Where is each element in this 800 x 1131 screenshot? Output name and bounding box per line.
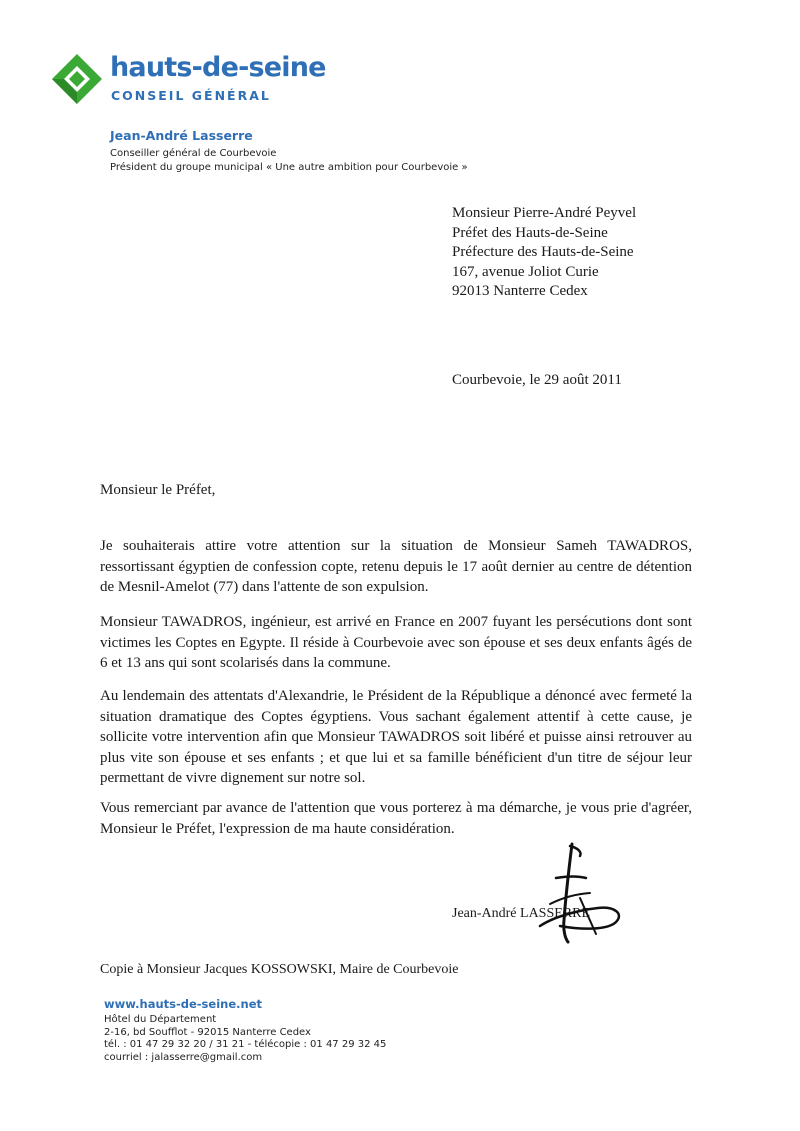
recipient-address	[452, 204, 636, 302]
brand-name: hauts-de-seine	[110, 52, 326, 83]
recipient-line: 167, avenue Joliot Curie	[452, 263, 599, 280]
signatory-name: Jean-André LASSERRE	[452, 906, 591, 921]
body-paragraph: Monsieur TAWADROS, ingénieur, est arrivé en France en 2007 fuyant les persécutions dont sont victimes les Coptes en Egypte. Il réside à Courbevoie avec son épouse et ses deux enfants âgés de 6 et 13 ans qui sont scolarisés dans la commune.	[100, 614, 692, 671]
body-paragraph: Au lendemain des attentats d'Alexandrie, le Président de la République a dénoncé avec fermeté la situation dramatique des Coptes égyptiens. Vous sachant également attentif à cette cause, je sollicite votre intervention afin que Monsieur TAWADROS soit libéré et puisse ainsi retrouver au plus vite son épouse et ses enfants ; et que lui et sa famille bénéficient d'un titre de séjour leur permettant de vivre dignement sur notre sol.	[100, 688, 692, 786]
brand-subtitle: CONSEIL GÉNÉRAL	[111, 88, 271, 103]
website-link[interactable]: www.hauts-de-seine.net	[104, 997, 262, 1011]
recipient-line: 92013 Nanterre Cedex	[452, 283, 588, 299]
footer	[104, 998, 386, 1065]
footer-line: tél. : 01 47 29 32 20 / 31 21 - télécopie : 01 47 29 32 45	[104, 1039, 387, 1051]
footer-email: courriel : jalasserre@gmail.com	[104, 1052, 263, 1064]
recipient-line: Préfecture des Hauts-de-Seine	[452, 244, 634, 260]
recipient-line: Monsieur Pierre-André Peyvel	[452, 205, 637, 221]
recipient-line: Préfet des Hauts-de-Seine	[452, 224, 608, 241]
footer-line: Hôtel du Département	[104, 1013, 217, 1025]
handwritten-signature-icon	[520, 838, 630, 948]
body-paragraph: Vous remerciant par avance de l'attention que vous porterez à ma démarche, je vous prie d'agréer, Monsieur le Préfet, l'expression de ma haute considération.	[100, 800, 692, 837]
salutation: Monsieur le Préfet,	[100, 482, 216, 498]
letter-date: Courbevoie, le 29 août 2011	[452, 372, 622, 388]
sender-name: Jean-André Lasserre	[110, 128, 253, 143]
sender-group: Président du groupe municipal « Une autre ambition pour Courbevoie »	[110, 162, 468, 173]
body-paragraph: Je souhaiterais attire votre attention sur la situation de Monsieur Sameh TAWADROS, ressortissant égyptien de confession copte, retenu depuis le 17 août dernier au centre de détention de Mesnil-Amelot (77) dans l'attente de son expulsion.	[100, 538, 692, 595]
hauts-de-seine-logo-icon	[50, 52, 104, 106]
sender-title: Conseiller général de Courbevoie	[110, 148, 277, 159]
copy-note: Copie à Monsieur Jacques KOSSOWSKI, Maire de Courbevoie	[100, 962, 459, 977]
footer-line: 2-16, bd Soufflot - 92015 Nanterre Cedex	[104, 1026, 311, 1038]
